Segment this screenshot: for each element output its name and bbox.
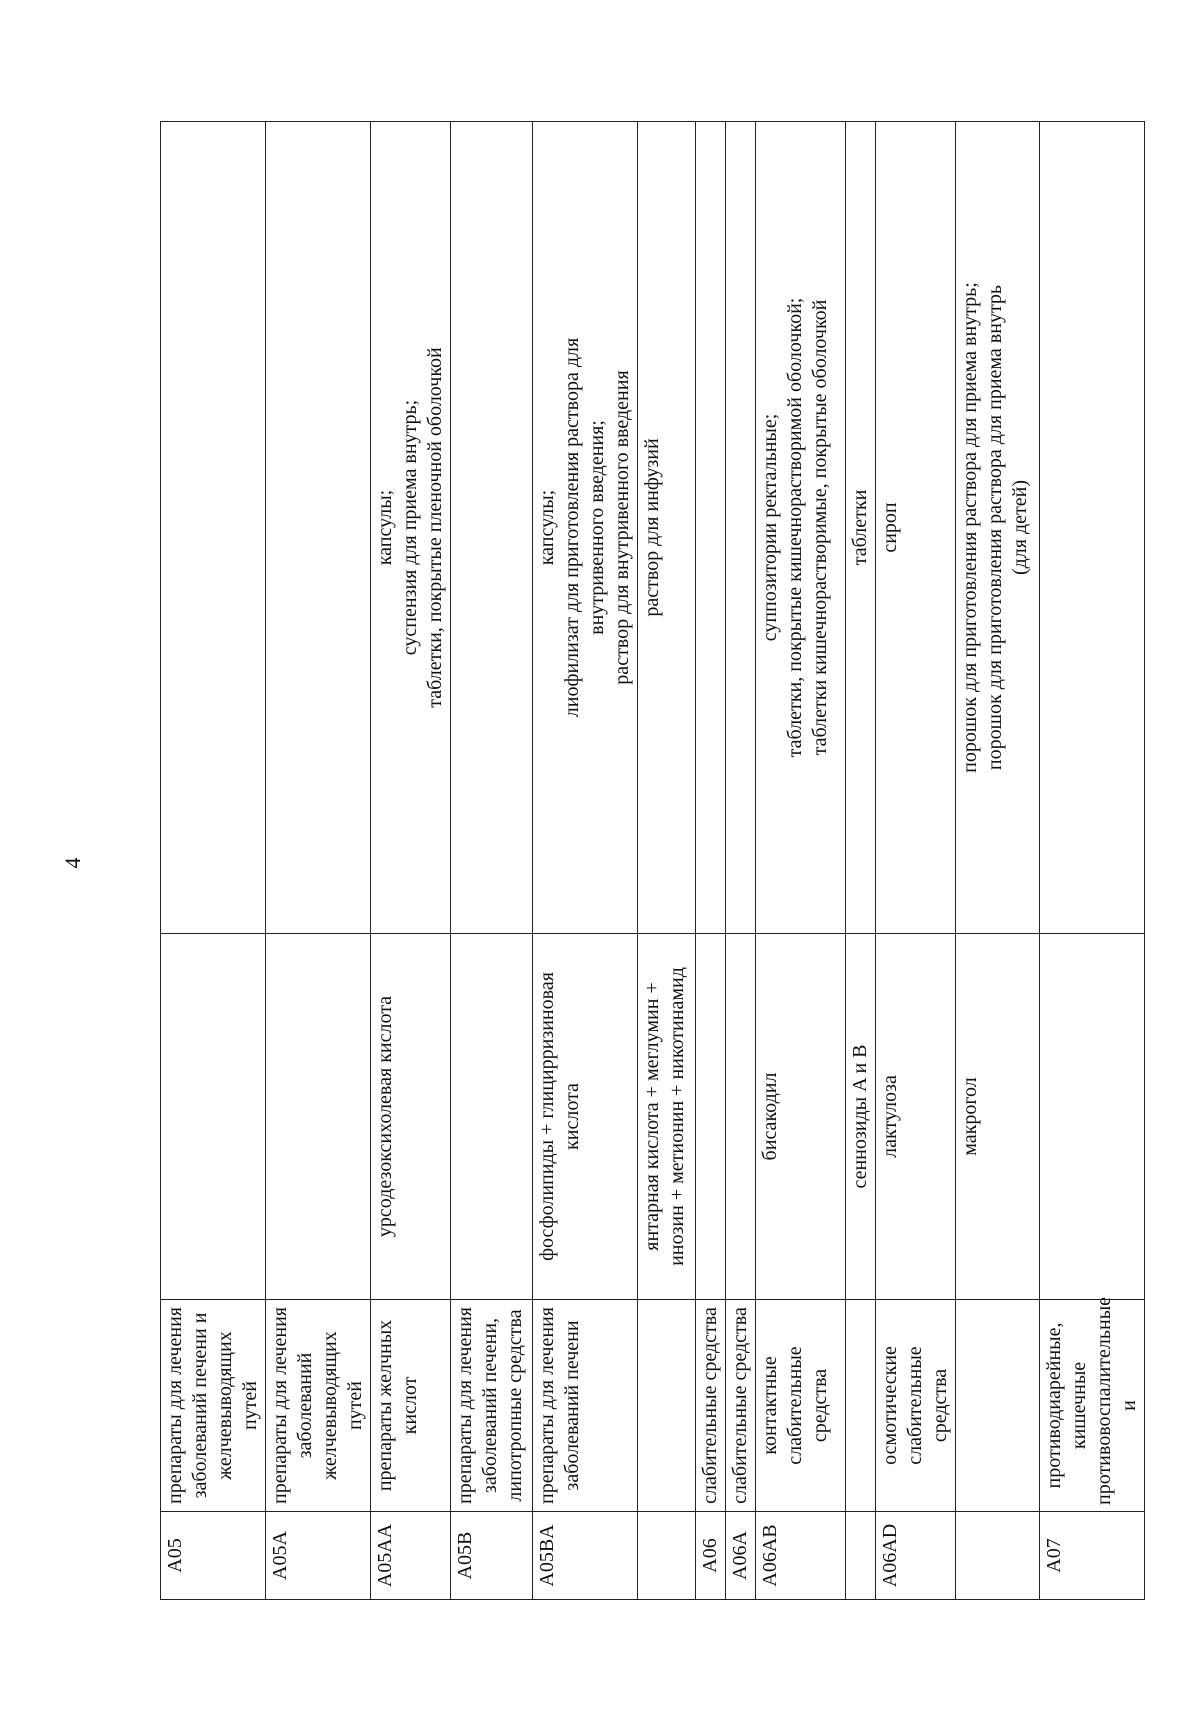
group-name-line: желчевыводящих путей <box>319 1331 366 1480</box>
document-page <box>160 122 1140 1600</box>
group-name-cell <box>846 1300 876 1512</box>
page-number: 4 <box>60 857 85 869</box>
group-name-line: контактные слабительные <box>759 1346 806 1465</box>
atc-code-line: A06 <box>699 1538 721 1573</box>
drug-name-cell <box>451 934 533 1300</box>
dosage-forms-line: таблетки, покрытые кишечнорастворимой оболочкой; <box>784 297 806 758</box>
drug-classification-table <box>160 121 1145 1600</box>
group-name-line: противодиарейные, <box>1043 1322 1065 1489</box>
atc-code-cell <box>266 1512 371 1600</box>
atc-code-line: A06AB <box>759 1524 781 1587</box>
drug-name-line: кислота <box>561 1083 583 1150</box>
group-name-cell <box>266 1300 371 1512</box>
atc-code-cell <box>533 1512 638 1600</box>
dosage-forms-cell <box>533 122 638 934</box>
table-row <box>533 122 638 1600</box>
dosage-forms-cell <box>756 122 846 934</box>
drug-name-cell <box>638 934 696 1300</box>
atc-code-cell <box>451 1512 533 1600</box>
drug-name-cell <box>161 934 266 1300</box>
table-row <box>161 122 266 1600</box>
group-name-line: липотропные средства <box>504 1309 526 1502</box>
group-name-line: заболеваний печени и <box>189 1312 211 1499</box>
group-name-line: заболеваний печени, <box>479 1317 501 1494</box>
group-name-line: слабительные средства <box>699 1307 721 1504</box>
drug-name-line: бисакодил <box>759 1072 781 1161</box>
drug-name-cell <box>846 934 876 1300</box>
dosage-forms-line: таблетки <box>849 489 871 566</box>
table-row <box>956 122 1040 1600</box>
dosage-forms-cell <box>696 122 726 934</box>
table-row <box>266 122 371 1600</box>
atc-code-line: A05BA <box>536 1524 558 1587</box>
drug-name-line: сеннозиды A и B <box>849 1044 871 1189</box>
atc-code-line: A05A <box>269 1531 291 1580</box>
group-name-cell <box>638 1300 696 1512</box>
group-name-line: препараты желчных кислот <box>374 1319 421 1492</box>
group-name-cell <box>696 1300 726 1512</box>
dosage-forms-line: внутривенного введения; <box>586 420 608 635</box>
table-row <box>371 122 451 1600</box>
table-row <box>756 122 846 1600</box>
atc-code-cell <box>726 1512 756 1600</box>
table-row <box>846 122 876 1600</box>
drug-name-cell <box>266 934 371 1300</box>
table-body <box>161 122 1145 1600</box>
group-name-cell <box>756 1300 846 1512</box>
table-row <box>696 122 726 1600</box>
group-name-cell <box>726 1300 756 1512</box>
atc-code-line: A05B <box>454 1531 476 1580</box>
atc-code-cell <box>876 1512 956 1600</box>
atc-code-line: A07 <box>1043 1538 1065 1573</box>
group-name-cell <box>956 1300 1040 1512</box>
group-name-line: препараты для лечения <box>269 1307 291 1504</box>
atc-code-line: A06A <box>729 1531 751 1580</box>
drug-name-cell <box>876 934 956 1300</box>
dosage-forms-cell <box>1040 122 1145 934</box>
atc-code-line: A05AA <box>374 1523 396 1588</box>
atc-code-line: A05 <box>164 1538 186 1573</box>
dosage-forms-cell <box>638 122 696 934</box>
dosage-forms-line: таблетки, покрытые пленочной оболочкой <box>424 347 446 708</box>
drug-name-cell <box>533 934 638 1300</box>
drug-name-line: фосфолипиды + глицирризиновая <box>536 972 558 1261</box>
group-name-line: слабительные средства <box>729 1307 751 1504</box>
drug-name-cell <box>956 934 1040 1300</box>
group-name-cell <box>1040 1296 1145 1512</box>
group-name-line: осмотические слабительные <box>879 1346 926 1465</box>
dosage-forms-cell <box>726 122 756 934</box>
dosage-forms-cell <box>876 122 956 934</box>
dosage-forms-line: сироп <box>879 502 901 553</box>
group-name-line: препараты для лечения <box>164 1307 186 1504</box>
table-row <box>638 122 696 1600</box>
atc-code-line: A06AD <box>879 1523 901 1588</box>
atc-code-cell <box>161 1512 266 1600</box>
drug-name-line: лактулоза <box>879 1075 901 1158</box>
group-name-cell <box>876 1300 956 1512</box>
dosage-forms-cell <box>956 122 1040 934</box>
group-name-line: средства <box>929 1368 951 1443</box>
dosage-forms-line: капсулы; <box>374 489 396 566</box>
drug-name-line: макрогол <box>959 1077 981 1156</box>
drug-name-cell <box>1040 934 1145 1300</box>
group-name-cell <box>533 1300 638 1512</box>
atc-code-cell <box>1040 1512 1145 1600</box>
group-name-cell <box>371 1300 451 1512</box>
dosage-forms-line: лиофилизат для приготовления раствора для <box>561 337 583 718</box>
atc-code-cell <box>696 1512 726 1600</box>
dosage-forms-line: суппозитории ректальные; <box>759 413 781 642</box>
dosage-forms-line: раствор для внутривенного введения <box>611 370 633 685</box>
group-name-line: кишечные <box>1068 1361 1090 1450</box>
drug-name-cell <box>371 934 451 1300</box>
dosage-forms-line: порошок для приготовления раствора для приема внутрь <box>984 284 1006 771</box>
drug-name-line: урсодезоксихолевая кислота <box>374 995 396 1238</box>
atc-code-cell <box>756 1512 846 1600</box>
group-name-line: заболеваний печени <box>561 1320 583 1491</box>
group-name-cell <box>161 1300 266 1512</box>
group-name-cell <box>451 1300 533 1512</box>
dosage-forms-line: раствор для инфузий <box>641 438 663 617</box>
dosage-forms-line: капсулы; <box>536 489 558 566</box>
dosage-forms-line: порошок для приготовления раствора для приема внутрь; <box>959 282 981 773</box>
drug-name-cell <box>726 934 756 1300</box>
group-name-line: препараты для лечения <box>536 1307 558 1504</box>
group-name-line: препараты для лечения <box>454 1307 476 1504</box>
drug-name-cell <box>696 934 726 1300</box>
group-name-line: средства <box>809 1368 831 1443</box>
group-name-line: противовоспалительные и <box>1093 1296 1140 1505</box>
dosage-forms-cell <box>266 122 371 934</box>
group-name-line: желчевыводящих путей <box>214 1331 261 1480</box>
drug-name-line: янтарная кислота + меглумин + <box>641 982 663 1251</box>
dosage-forms-cell <box>161 122 266 934</box>
table-row <box>876 122 956 1600</box>
atc-code-cell <box>846 1512 876 1600</box>
dosage-forms-cell <box>371 122 451 934</box>
atc-code-cell <box>638 1512 696 1600</box>
dosage-forms-line: суспензия для приема внутрь; <box>399 399 421 656</box>
atc-code-cell <box>956 1512 1040 1600</box>
table-row <box>451 122 533 1600</box>
drug-name-line: инозин + метионин + никотинамид <box>666 967 688 1266</box>
table-row <box>1040 122 1145 1600</box>
dosage-forms-cell <box>451 122 533 934</box>
dosage-forms-line: (для детей) <box>1009 479 1031 576</box>
dosage-forms-line: таблетки кишечнорастворимые, покрытые оболочкой <box>809 299 831 756</box>
group-name-line: заболеваний <box>294 1352 316 1459</box>
atc-code-cell <box>371 1512 451 1600</box>
drug-name-cell <box>756 934 846 1300</box>
table-row <box>726 122 756 1600</box>
dosage-forms-cell <box>846 122 876 934</box>
